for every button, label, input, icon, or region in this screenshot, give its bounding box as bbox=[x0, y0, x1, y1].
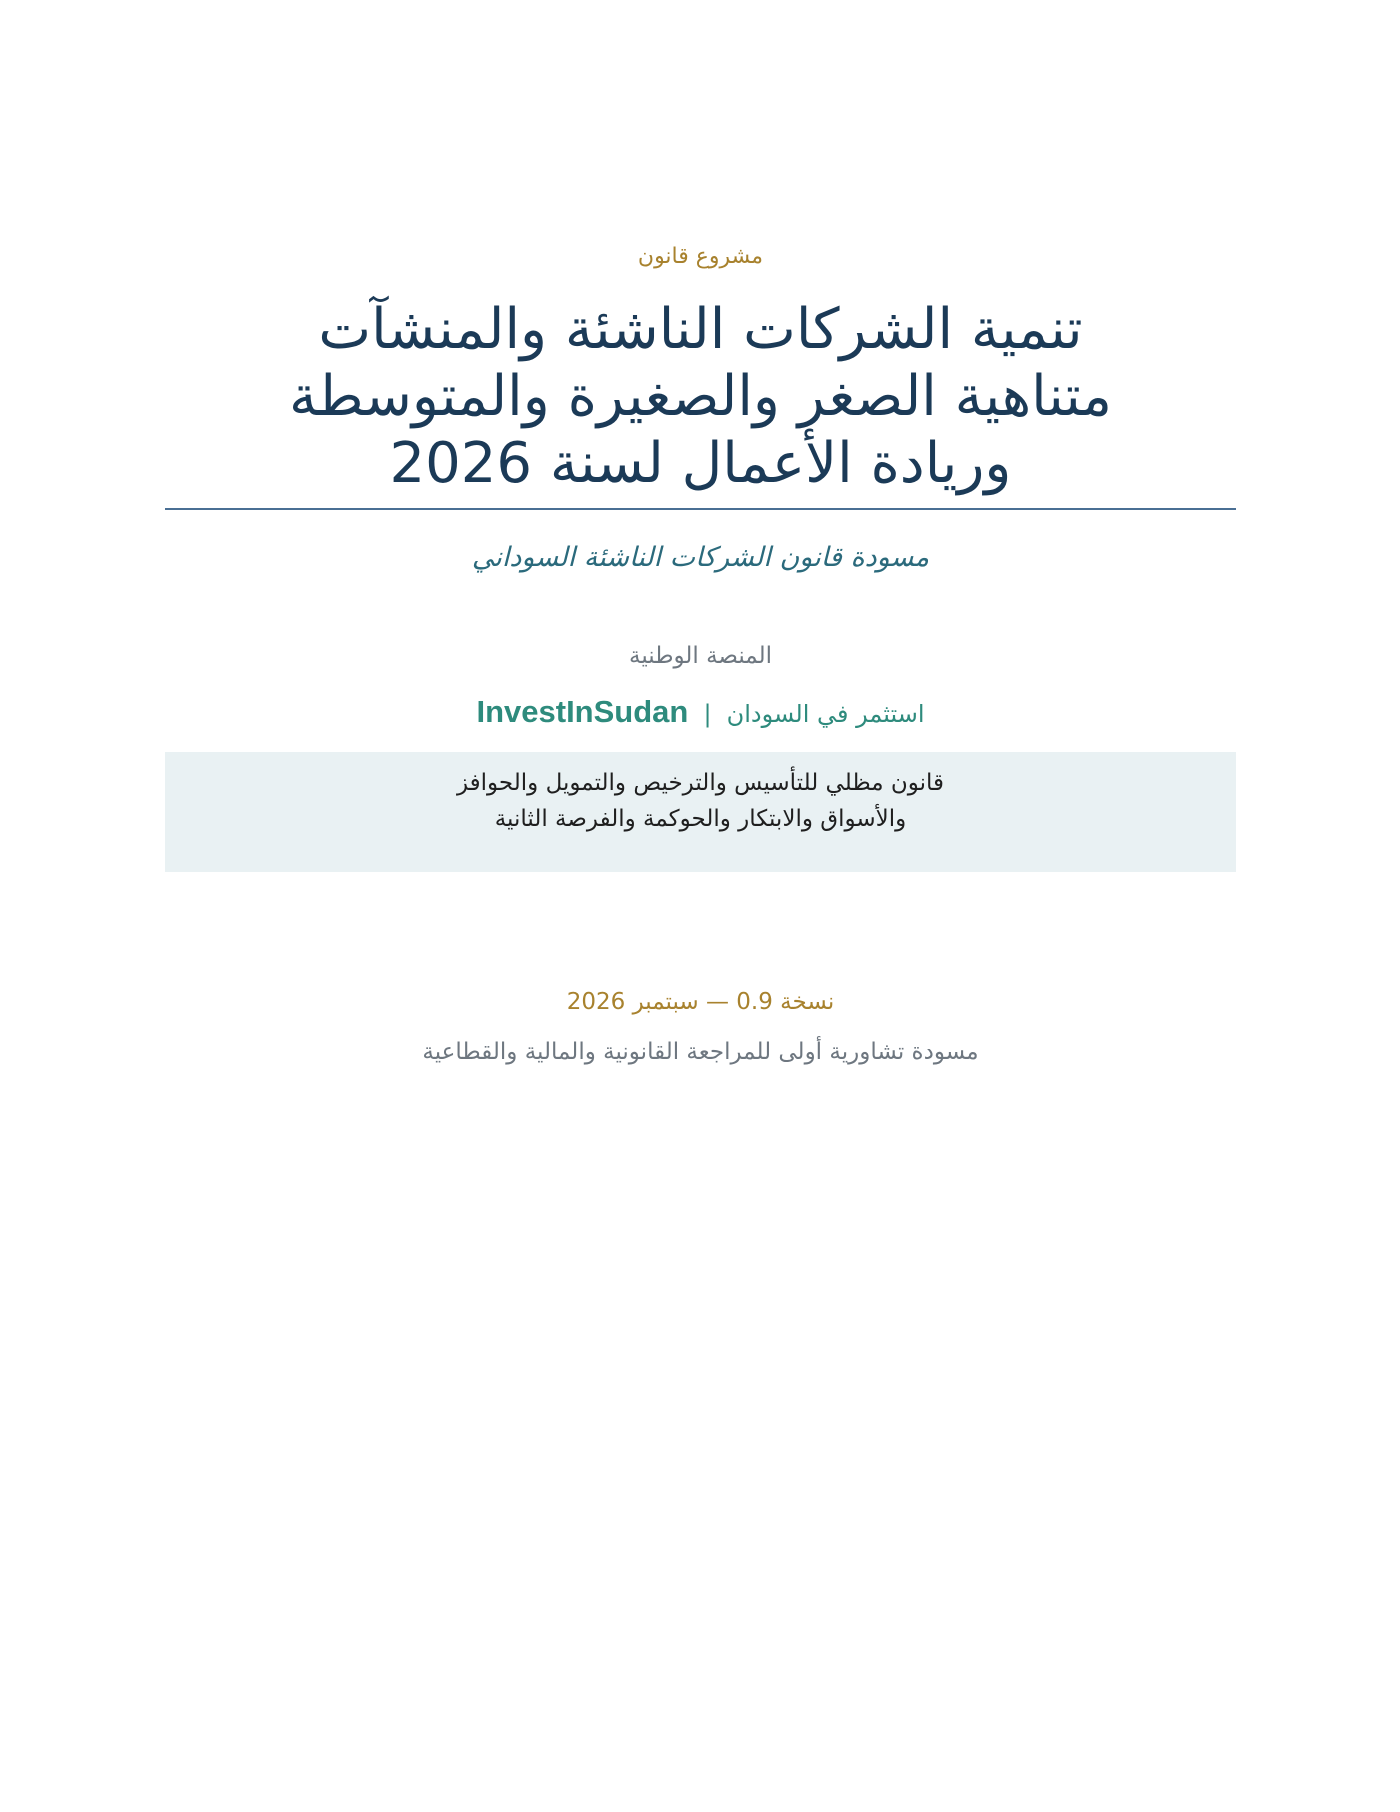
description-line: والأسواق والابتكار والحوكمة والفرصة الثانية bbox=[494, 806, 907, 832]
title-line: تنمية الشركات الناشئة والمنشآت bbox=[318, 297, 1083, 362]
title-line: وريادة الأعمال لسنة 2026 bbox=[389, 431, 1012, 496]
draft-note: مسودة تشاورية أولى للمراجعة القانونية والمالية والقطاعية bbox=[422, 1039, 979, 1065]
document-title bbox=[165, 296, 1236, 497]
brand-line bbox=[165, 692, 1236, 737]
document-subtitle: مسودة قانون الشركات الناشئة السوداني bbox=[471, 542, 930, 573]
brand-separator: | bbox=[703, 700, 712, 728]
brand-english-name: InvestInSudan bbox=[476, 694, 689, 729]
description-line: قانون مظلي للتأسيس والترخيص والتمويل والحوافز bbox=[456, 770, 945, 796]
title-line: متناهية الصغر والصغيرة والمتوسطة bbox=[289, 364, 1112, 429]
version-label: نسخة 0.9 — سبتمبر 2026 bbox=[566, 989, 835, 1015]
document-kicker: مشروع قانون bbox=[637, 244, 764, 269]
description-box bbox=[165, 752, 1236, 872]
title-divider bbox=[165, 508, 1236, 510]
platform-label: المنصة الوطنية bbox=[628, 643, 773, 669]
brand-arabic-name: استثمر في السودان bbox=[726, 700, 925, 728]
